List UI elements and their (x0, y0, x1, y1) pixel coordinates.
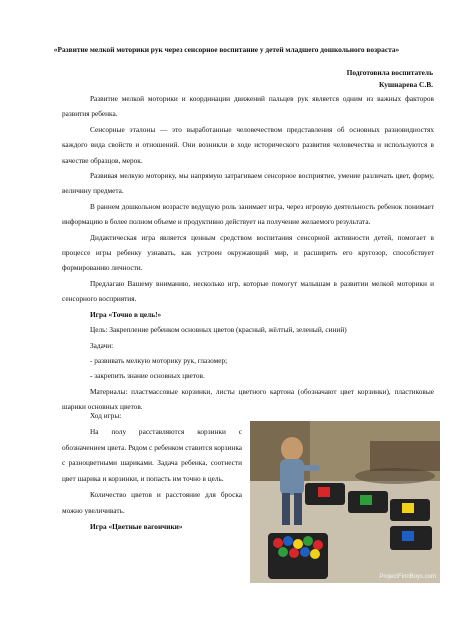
course-text: На полу расставляются корзинки с обозначением цвета. Рядом с ребенком ставится корзинка с разноцветными шариками. Задача ребенка, соотнести цвет шарика и корзинки, и попасть им точно в цель. (62, 426, 242, 484)
document-body (62, 91, 434, 415)
paragraph: Дидактическая игра является ценным средством воспитания сенсорной активности детей, помогает в процессе игры ребенку узнавать, как устроен окружающий мир, и расширить его кругозор, способствует формированию личности. (62, 232, 434, 273)
game2-heading: Игра «Цветные вагончики» (90, 521, 183, 531)
wrapped-text-column (62, 408, 242, 534)
photo-illustration (250, 421, 440, 583)
author-name: Кушнарева С.В. (379, 80, 433, 89)
task-item: - развивать мелкую моторику рук, глазомер; (90, 355, 228, 365)
paragraph: Развивая мелкую моторику, мы напрямую затрагиваем сенсорное восприятие, умение различать цвет, форму, величину предмета. (62, 171, 434, 196)
photo-watermark: ProjectFinnBoys.com (379, 574, 436, 580)
course-label: Ход игры: (90, 411, 122, 420)
paragraph: В раннем дошкольном возрасте ведущую роль занимает игра, через игровую деятельность ребенок понимает информацию в более полном объеме и продуктивно действует на получение желаемого результата. (62, 201, 434, 227)
game-photo (250, 421, 440, 583)
paragraph: Сенсорные эталоны — это выработанные человечеством представления об основных разновидностях каждого вида свойств и отношений. Они возникли в ходе исторического развития человечества и используются в качестве образцов, мерок. (62, 124, 434, 165)
game1-goal: Цель: Закрепление ребенком основных цветов (красный, жёлтый, зеленый, синий) (90, 325, 347, 335)
paragraph: Развитие мелкой моторики и координации движений пальцев рук является одним из важных факторов развития ребенка. (62, 94, 434, 119)
vary-text: Количество цветов и расстояние для броска можно увеличивать. (62, 489, 242, 515)
author-role: Подготовила воспитатель (346, 68, 433, 77)
tasks-label: Задачи: (90, 340, 114, 350)
task-item: - закрепить знание основных цветов. (90, 371, 205, 381)
paragraph: Предлагаю Вашему вниманию, несколько игр, которые помогут малышам в развитии мелкой моторики и сенсорного восприятия. (62, 278, 434, 304)
document-title: «Развитие мелкой моторики рук через сенсорное воспитание у детей младшего дошкольного возраста» (53, 45, 400, 54)
author-block (347, 67, 433, 91)
materials-text: Материалы: пластмассовые корзинки, листы цветного картона (обозначают цвет корзинки), пластиковые шарики основных цветов. (62, 386, 434, 412)
game1-heading: Игра «Точно в цель!» (90, 309, 162, 319)
